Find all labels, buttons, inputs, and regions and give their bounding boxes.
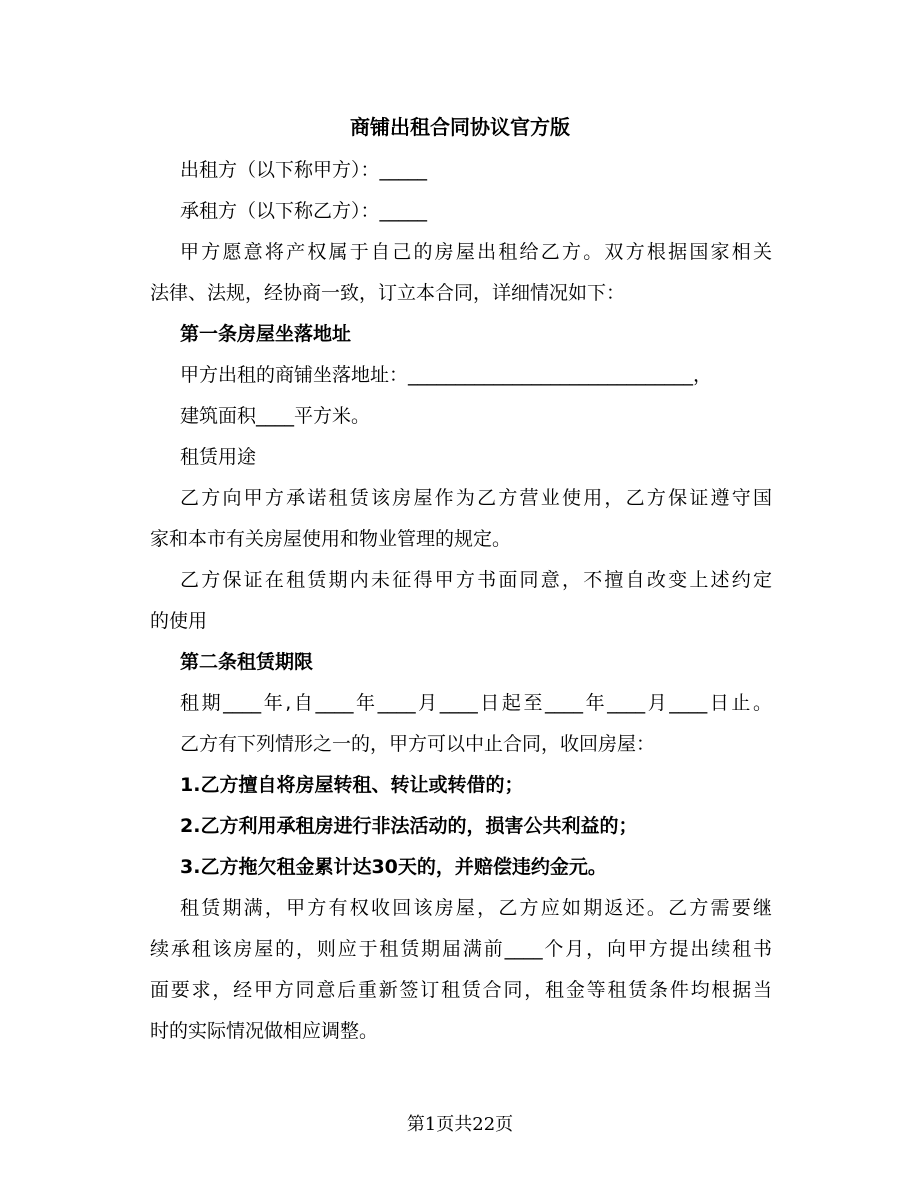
paragraph-line: 的使用 [150, 610, 208, 632]
paragraph-line: 甲方出租的商铺坐落地址：______________________________， [180, 364, 713, 386]
paragraph-line: 租期____年,自____年____月____日起至____年____月____日止。 [180, 692, 772, 714]
page-number: 第1页共22页 [406, 1114, 514, 1135]
paragraph-line: 乙方有下列情形之一的，甲方可以中止合同，收回房屋： [180, 733, 656, 755]
paragraph-line: 面要求，经甲方同意后重新签订租赁合同，租金等租赁条件均根据当 [150, 979, 772, 1001]
section-heading: 第一条房屋坐落地址 [180, 323, 352, 345]
lessee-line: 承租方（以下称乙方）：_____ [180, 200, 428, 222]
paragraph-line: 甲方愿意将产权属于自己的房屋出租给乙方。双方根据国家相关 [180, 241, 772, 263]
paragraph-line: 续承租该房屋的，则应于租赁期届满前____个月，向甲方提出续租书 [150, 938, 772, 960]
paragraph-line: 租赁期满，甲方有权收回该房屋，乙方应如期返还。乙方需要继 [180, 897, 772, 919]
subheading: 租赁用途 [180, 446, 257, 468]
paragraph-line: 乙方向甲方承诺租赁该房屋作为乙方营业使用，乙方保证遵守国 [180, 487, 772, 509]
paragraph-line: 时的实际情况做相应调整。 [150, 1020, 379, 1042]
document-title: 商铺出租合同协议官方版 [350, 115, 570, 139]
paragraph-line: 家和本市有关房屋使用和物业管理的规定。 [150, 528, 512, 550]
paragraph-line: 乙方保证在租赁期内未征得甲方书面同意，不擅自改变上述约定 [180, 569, 772, 591]
section-heading: 第二条租赁期限 [180, 651, 314, 673]
list-item: 1.乙方擅自将房屋转租、转让或转借的； [180, 774, 524, 796]
paragraph-line: 法律、法规，经协商一致，订立本合同，详细情况如下： [150, 282, 626, 304]
paragraph-line: 建筑面积____平方米。 [180, 405, 371, 427]
lessor-line: 出租方（以下称甲方）：_____ [180, 159, 428, 181]
list-item: 3.乙方拖欠租金累计达30天的，并赔偿违约金元。 [180, 856, 607, 878]
list-item: 2.乙方利用承租房进行非法活动的，损害公共利益的； [180, 815, 638, 837]
